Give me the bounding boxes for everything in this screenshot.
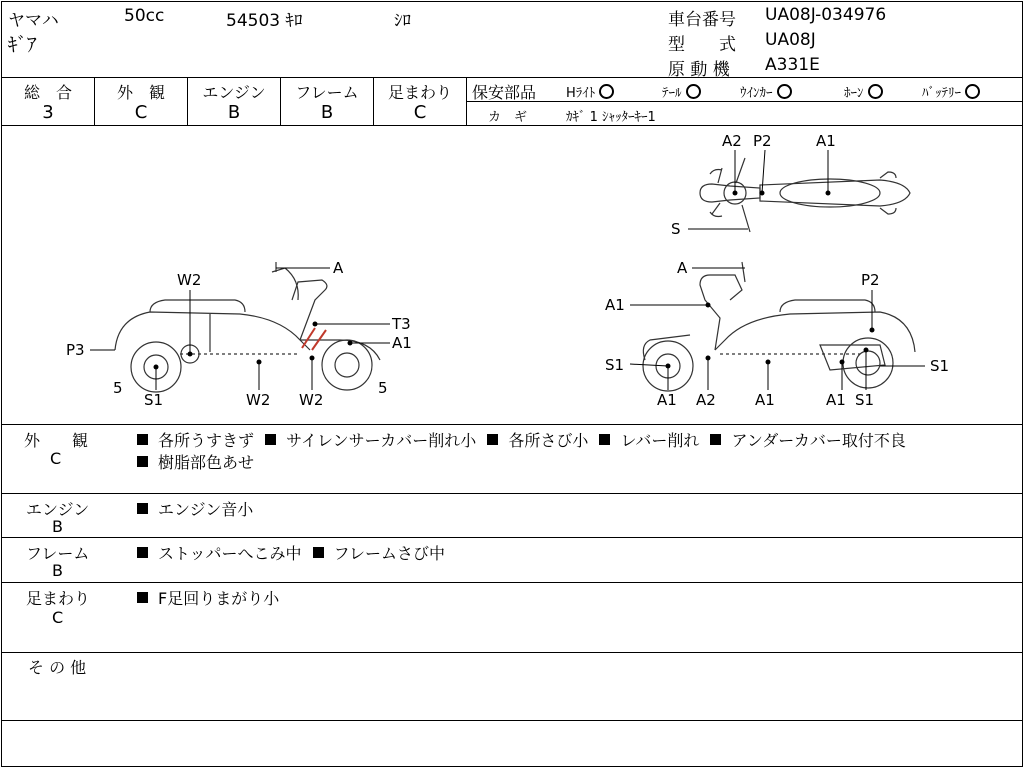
- diagram-label: A1: [755, 391, 775, 409]
- safety-item-winker: ｳｲﾝｶｰ: [740, 82, 792, 101]
- remarks-line: 各所うすきず サイレンサーカバー削れ小 各所さび小 レバー削れ アンダーカバー取付不良: [137, 428, 906, 451]
- key-value: ｶｷﾞ 1 ｼｬｯﾀｰｷｰ1: [566, 110, 656, 125]
- section-grade-engine: B: [52, 517, 63, 536]
- grade-value-suspension: C: [413, 102, 427, 123]
- diagram-label: S1: [930, 357, 950, 375]
- diagram-label: A1: [816, 132, 836, 150]
- section-title-other: そ の 他: [28, 658, 87, 677]
- grade-header-frame: フレーム: [295, 83, 359, 102]
- section-grade-frame: B: [52, 561, 63, 580]
- section-title-suspension: 足まわり: [26, 589, 91, 608]
- bullet-square-icon: [599, 434, 610, 445]
- diagram-label: S1: [144, 391, 164, 409]
- diagram-label: A: [333, 259, 344, 277]
- scooter-top-view: [700, 158, 910, 232]
- grade-value-frame: B: [320, 102, 334, 123]
- maker: ヤマハ: [8, 11, 59, 31]
- safety-item-tail: ﾃｰﾙ: [662, 82, 701, 101]
- mileage: 54503 ｷﾛ: [226, 11, 303, 31]
- safety-item-headlight: Hﾗｲﾄ: [566, 82, 614, 101]
- safety-item-battery: ﾊﾞｯﾃﾘｰ: [922, 82, 980, 101]
- scooter-left-view: [115, 262, 380, 392]
- bullet-square-icon: [137, 503, 148, 514]
- diagram-label: W2: [246, 391, 271, 409]
- remarks-line: ストッパーへこみ中 フレームさび中: [137, 541, 445, 564]
- key-label: カ ギ: [488, 110, 528, 125]
- grade-value-exterior: C: [134, 102, 148, 123]
- engine-label: 原 動 機: [668, 60, 730, 80]
- diagram-label: A1: [826, 391, 846, 409]
- section-title-frame: フレーム: [26, 544, 90, 563]
- diagram-label: P2: [753, 132, 772, 150]
- type-value: UA08J: [765, 30, 816, 50]
- diagram-label: S1: [605, 356, 625, 374]
- diagram-label: W2: [177, 271, 202, 289]
- bullet-square-icon: [137, 592, 148, 603]
- bullet-square-icon: [137, 547, 148, 558]
- diagram-label: 5: [378, 379, 388, 397]
- safety-item-horn: ﾎｰﾝ: [844, 82, 883, 101]
- chassis-value: UA08J-034976: [765, 5, 887, 25]
- model-name: ｷﾞｱ: [8, 34, 37, 56]
- bullet-square-icon: [487, 434, 498, 445]
- diagram-label: S1: [855, 391, 875, 409]
- diagram-label: W2: [299, 391, 324, 409]
- diagram-label: A2: [722, 132, 742, 150]
- diagram-label: S: [671, 220, 681, 238]
- bullet-square-icon: [137, 434, 148, 445]
- diagram-label: 5: [113, 379, 123, 397]
- diagram-label: A1: [657, 391, 677, 409]
- diagram-label: A1: [392, 334, 412, 352]
- diagram-label: A: [677, 259, 688, 277]
- diagram-label: A1: [605, 296, 625, 314]
- body-color: ｼﾛ: [394, 11, 411, 31]
- engine-value: A331E: [765, 55, 820, 75]
- section-title-engine: エンジン: [26, 500, 90, 519]
- grade-header-suspension: 足まわり: [387, 83, 452, 102]
- diagram-label: A2: [696, 391, 716, 409]
- section-grade-suspension: C: [52, 608, 64, 627]
- bullet-square-icon: [137, 456, 148, 467]
- bullet-square-icon: [313, 547, 324, 558]
- type-label: 型 式: [668, 35, 736, 55]
- grade-value-overall: 3: [42, 102, 54, 123]
- chassis-label: 車台番号: [668, 10, 736, 30]
- diagram-label: P2: [861, 271, 880, 289]
- safety-label: 保安部品: [472, 83, 537, 102]
- remarks-line: 樹脂部色あせ: [137, 450, 254, 473]
- diagram-label: P3: [66, 341, 85, 359]
- grade-header-engine: エンジン: [202, 83, 266, 102]
- remarks-line: F足回りまがり小: [137, 586, 279, 609]
- grade-value-engine: B: [227, 102, 241, 123]
- section-title-exterior: 外 観: [24, 431, 89, 450]
- grade-header-exterior: 外 観: [116, 83, 165, 102]
- damage-mark: [302, 328, 326, 350]
- displacement: 50cc: [124, 6, 165, 26]
- bullet-square-icon: [710, 434, 721, 445]
- remarks-line: エンジン音小: [137, 497, 253, 520]
- bullet-square-icon: [265, 434, 276, 445]
- grade-header-overall: 総 合: [23, 83, 72, 102]
- diagram-label: T3: [392, 315, 411, 333]
- section-grade-exterior: C: [50, 449, 62, 468]
